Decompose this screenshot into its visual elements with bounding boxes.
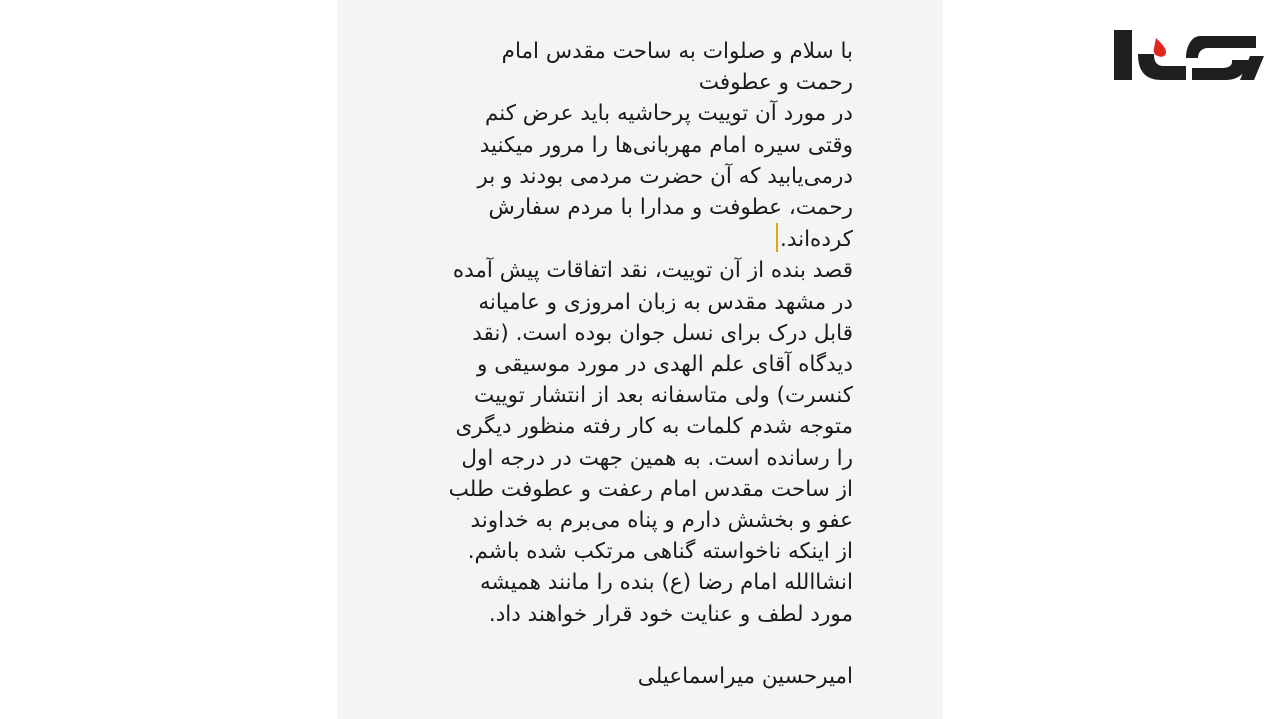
logo-kaf [1192,60,1248,80]
letter-line-7-row [413,223,853,255]
rokna-logo[interactable] [1108,26,1264,84]
letter-line-7: کرده‌اند. [779,227,853,253]
letter-line-19: مورد لطف و عنایت خود قرار خواهند داد. [488,601,853,627]
logo-alef [1114,30,1132,80]
letter-line-11: دیدگاه آقای علم الهدی در مورد موسیقی و [476,352,853,378]
letter-text [413,36,853,692]
logo-noon [1138,54,1186,80]
letter-line-12: کنسرت) ولی متاسفانه بعد از انتشار توییت [474,383,853,409]
logo-red-dot [1154,38,1166,57]
letter-line-14: را رسانده است. به همین جهت در درجه اول [461,445,853,471]
letter-line-16: عفو و بخشش دارم و پناه می‌برم به خداوند [470,508,853,534]
letter-line-5: درمی‌یابید که آن حضرت مردمی بودند و بر [477,163,853,189]
letter-line-9: در مشهد مقدس به زبان امروزی و عامیانه [478,289,853,315]
logo-kaf-top [1186,36,1256,58]
letter-line-1: با سلام و صلوات به ساحت مقدس امام [501,39,853,64]
letter-line-13: متوجه شدم کلمات به کار رفته منظور دیگری [455,414,853,440]
signature: امیرحسین میراسماعیلی [637,663,853,689]
letter-line-17: از اینکه ناخواسته گناهی مرتکب شده باشم. [467,539,853,565]
letter-line-15: از ساحت مقدس امام رعفت و عطوفت طلب [448,476,853,502]
letter-line-10: قابل درک برای نسل جوان بوده است. (نقد [472,320,853,346]
letter-line-3: در مورد آن توییت پرحاشیه باید عرض کنم [484,101,853,127]
letter-line-2: رحمت و عطوفت [698,70,853,96]
signature-spacer [413,630,853,661]
letter-page [337,0,943,719]
letter-line-6: رحمت، عطوفت و مدارا با مردم سفارش [488,195,853,221]
text-cursor [776,223,778,252]
letter-line-4: وقتی سیره امام مهربانی‌ها را مرور میکنید [479,132,853,158]
letter-line-8: قصد بنده از آن توییت، نقد اتفاقات پیش آمده [452,258,853,284]
letter-line-18: انشاالله امام رضا (ع) بنده را مانند همیشه [479,570,853,596]
